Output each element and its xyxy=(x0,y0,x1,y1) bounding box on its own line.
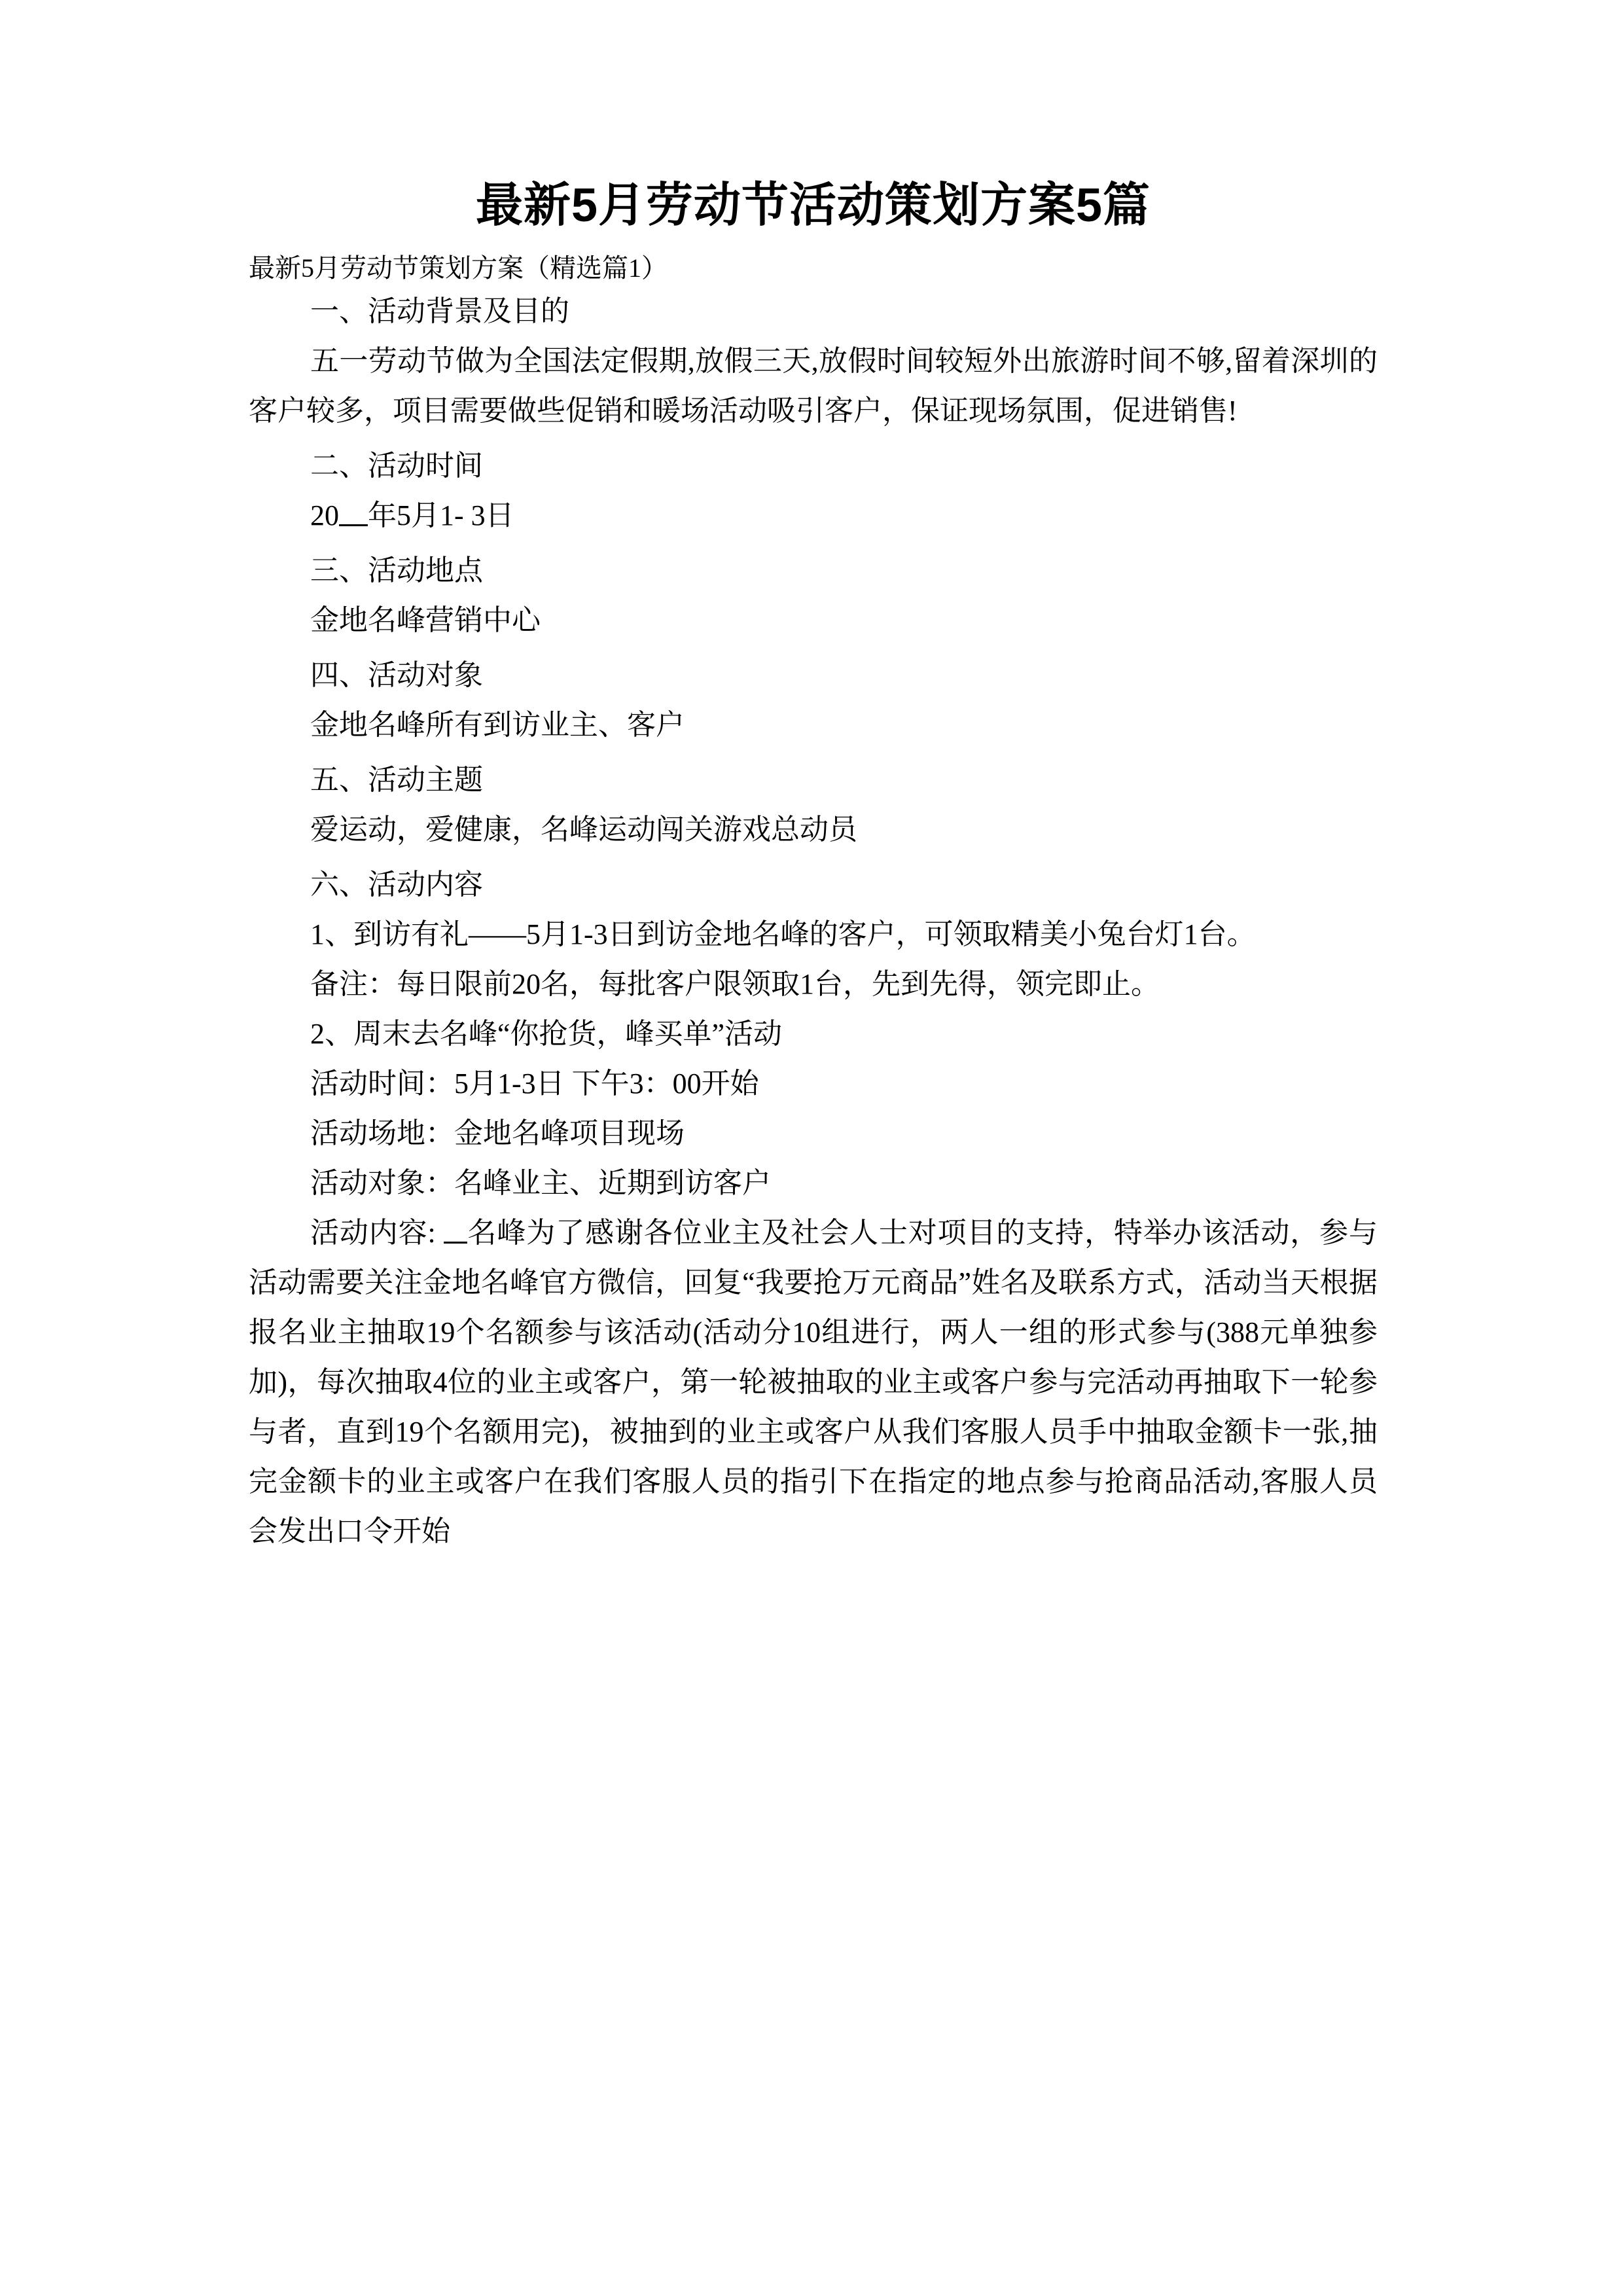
section-body-location: 金地名峰营销中心 xyxy=(310,604,541,636)
activity-item-1-note: 备注：每日限前20名，每批客户限领取1台，先到先得，领完即止。 xyxy=(310,968,1160,1000)
document-content xyxy=(249,0,1378,1556)
activity-year-prefix: 20 xyxy=(310,499,339,531)
activity-date-suffix: 年5月1- 3日 xyxy=(368,499,514,531)
section-heading-6: 六、活动内容 xyxy=(310,869,483,901)
activity-item-2-audience: 活动对象：名峰业主、近期到访客户 xyxy=(310,1167,771,1199)
section-heading-2: 二、活动时间 xyxy=(310,450,483,482)
activity-content-text: 名峰为了感谢各位业主及社会人士对项目的支持，特举办该活动，参与活动需要关注金地名峰官方微信，回复“我要抢万元商品”姓名及联系方式，活动当天根据报名业主抽取19个名额参与该活动(活动分10组进行，两人一组的形式参与(388元单独参加)，每次抽取4位的业主或客户，第一轮被抽取的业主或客户参与完活动再抽取下一轮参与者，直到19个名额用完)，被抽到的业主或客户从我们客服人员手中抽取金额卡一张,抽完金额卡的业主或客户在我们客服人员的指引下在指定的地点参与抢商品活动,客服人员会发出口令开始 xyxy=(249,1217,1378,1547)
section-heading-5: 五、活动主题 xyxy=(310,764,483,796)
section-body-theme: 爱运动，爱健康，名峰运动闯关游戏总动员 xyxy=(310,814,857,846)
section-heading-1: 一、活动背景及目的 xyxy=(310,295,569,327)
fill-blank-name xyxy=(444,1242,467,1244)
activity-item-2-venue: 活动场地：金地名峰项目现场 xyxy=(310,1117,685,1149)
section-body-background: 五一劳动节做为全国法定假期,放假三天,放假时间较短外出旅游时间不够,留着深圳的客户较多，项目需要做些促销和暖场活动吸引客户，保证现场氛围，促进销售! xyxy=(249,345,1378,427)
activity-item-2-time: 活动时间：5月1-3日 下午3：00开始 xyxy=(310,1067,759,1100)
activity-content-label: 活动内容: xyxy=(310,1217,436,1249)
activity-item-2: 2、周末去名峰“你抢货，峰买单”活动 xyxy=(310,1018,783,1050)
activity-item-1: 1、到访有礼——5月1-3日到访金地名峰的客户，可领取精美小兔台灯1台。 xyxy=(310,918,1256,950)
activity-item-2-content xyxy=(249,1208,1378,1556)
section-heading-3: 三、活动地点 xyxy=(310,554,483,586)
section-body-time xyxy=(249,491,1378,541)
document-subtitle: 最新5月劳动节策划方案（精选篇1） xyxy=(249,253,668,283)
fill-blank-year xyxy=(339,524,368,526)
section-heading-4: 四、活动对象 xyxy=(310,659,483,691)
page-title: 最新5月劳动节活动策划方案5篇 xyxy=(475,179,1151,232)
section-body-audience: 金地名峰所有到访业主、客户 xyxy=(310,709,685,741)
